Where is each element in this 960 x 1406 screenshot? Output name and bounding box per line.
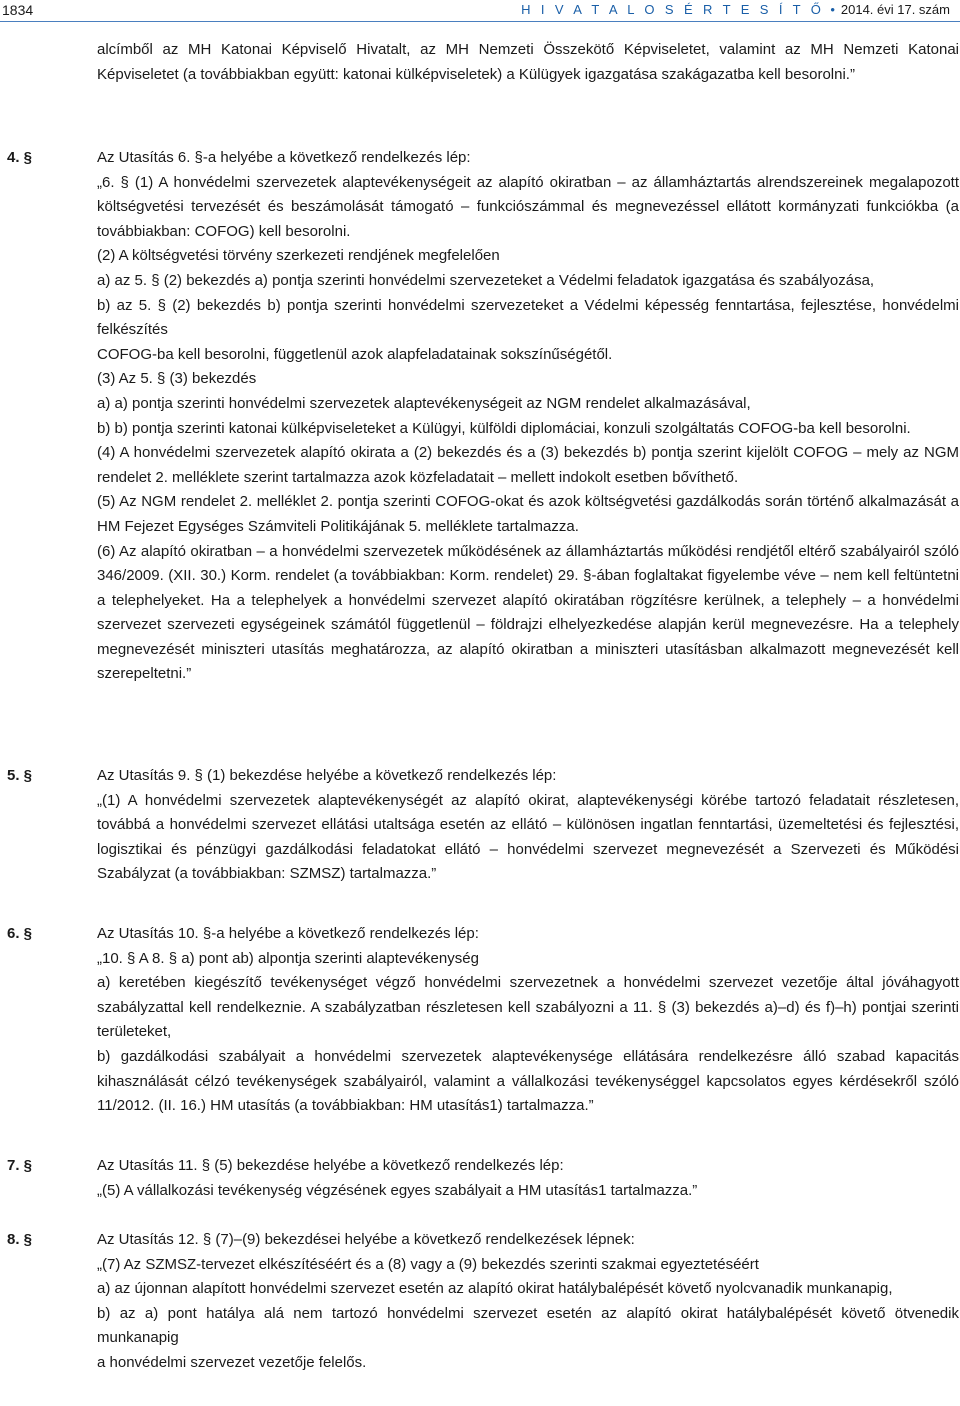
section-6 (97, 922, 959, 1119)
section-4 (97, 146, 959, 687)
section-4-line: a) az 5. § (2) bekezdés a) pontja szerinti honvédelmi szervezeteket a Védelmi feladatok igazgatása és szabályozása, (97, 271, 875, 289)
journal-heading (521, 2, 950, 17)
intro-paragraph (97, 38, 959, 87)
page-header (0, 0, 960, 22)
section-6-line: Az Utasítás 10. §-a helyébe a következő rendelkezés lép: (97, 925, 479, 942)
section-4-line: b) az 5. § (2) bekezdés b) pontja szerinti honvédelmi szervezeteket a Védelmi képesség fenntartása, fejlesztése, honvédelmi felkészítés (97, 296, 959, 339)
section-7-line: „(5) A vállalkozási tevékenység végzésének egyes szabályait a HM utasítás1 tartalmazza.” (97, 1181, 698, 1199)
section-number-5: 5. § (7, 767, 33, 784)
separator-dot: • (830, 2, 835, 17)
issue-label: 2014. évi 17. szám (840, 2, 950, 17)
page-number: 1834 (2, 2, 34, 18)
section-4-line: (6) Az alapító okiratban – a honvédelmi szervezetek működésének az államháztartás működési rendjétől eltérő szabályairól szóló 346/2009. (XII. 30.) Korm. rendelet (a továbbiakban: Korm. rendelet) 29. §-ában foglaltakat figyelembe véve – nem kell feltüntetni a telephelyeket. Ha a telephelyek a honvédelmi szervezet alapító okiratában rögzítésre kerülnek, a telephely – a honvédelmi szervezet szervezeti egységeinek számától függetlenül – földrajzi elhelyezkedése alapján kerül megnevezésre. Ha a telephely megnevezését miniszteri utasítás meghatározza, az alapító okiratban a miniszteri utasításban alkalmazott megnevezését kell szerepeltetni.” (97, 542, 959, 683)
section-8-line: Az Utasítás 12. § (7)–(9) bekezdései helyébe a következő rendelkezések lépnek: (97, 1231, 635, 1248)
section-4-line: b) b) pontja szerinti katonai külképviseleteket a Külügyi, külföldi diplomáciai, konzuli szolgáltatás COFOG-ba kell besorolni. (97, 419, 911, 437)
section-5-line: Az Utasítás 9. § (1) bekezdése helyébe a következő rendelkezés lép: (97, 767, 557, 784)
section-6-line: b) gazdálkodási szabályait a honvédelmi szervezetek alaptevékenysége ellátására rendelkezésre álló szabad kapacitás kihasználását célzó tevékenységek szabályairól, valamint a vállalkozási tevékenységgel kapcsolatos egyes kérdésekről szóló 11/2012. (II. 16.) HM utasítás (a továbbiakban: HM utasítás1) tartalmazza.” (97, 1047, 959, 1115)
section-5-line: „(1) A honvédelmi szervezetek alaptevékenységét az alapító okirat, alaptevékenységi körébe tartozó feladatait részletesen, továbbá a honvédelmi szervezet ellátási utaltsága esetén az ellátó – különösen ingatlan fenntartási, üzemeltetési és fejlesztési, logisztikai és pénzügyi gazdálkodási feladatokat ellátó – honvédelmi szervezet megnevezését a Szervezeti és Működési Szabályzat (a továbbiakban: SZMSZ) tartalmazza.” (97, 791, 959, 883)
section-number-4: 4. § (7, 149, 33, 166)
journal-title: H I V A T A L O S É R T E S Í T Ő (521, 2, 825, 17)
section-4-line: (2) A költségvetési törvény szerkezeti rendjének megfelelően (97, 247, 500, 265)
section-8-line: a honvédelmi szervezet vezetője felelős. (97, 1353, 367, 1371)
header-rule (0, 21, 960, 22)
section-number-7: 7. § (7, 1157, 33, 1174)
section-5 (97, 764, 959, 887)
section-4-line: Az Utasítás 6. §-a helyébe a következő rendelkezés lép: (97, 149, 471, 166)
section-8 (97, 1228, 959, 1376)
section-4-line: (5) Az NGM rendelet 2. melléklet 2. pontja szerinti COFOG-okat és azok költségvetési gazdálkodás során történő alkalmazását a HM Fejezet Egységes Számviteli Politikájának 5. melléklete tartalmazza. (97, 493, 959, 535)
section-4-line: a) a) pontja szerinti honvédelmi szervezetek alaptevékenységeit az NGM rendelet alkalmazásával, (97, 394, 751, 412)
section-7-line: Az Utasítás 11. § (5) bekezdése helyébe a következő rendelkezés lép: (97, 1157, 564, 1174)
intro-text: alcímből az MH Katonai Képviselő Hivatalt, az MH Nemzeti Összekötő Képviseletet, valamint az MH Nemzeti Katonai Képviseletet (a továbbiakban együtt: katonai külképviseletek) a Külügyek igazgatása szakágazatba kell besorolni.” (97, 41, 959, 83)
section-6-line: „10. § A 8. § a) pont ab) alpontja szerinti alaptevékenység (97, 949, 479, 967)
section-7 (97, 1154, 959, 1203)
section-4-line: COFOG-ba kell besorolni, függetlenül azok alapfeladatainak sokszínűségétől. (97, 345, 613, 363)
section-8-line: b) az a) pont hatálya alá nem tartozó honvédelmi szervezet esetén az alapító okirat hatálybalépését követő ötvenedik munkanapig (97, 1304, 959, 1347)
section-6-line: a) keretében kiegészítő tevékenységet végző honvédelmi szervezetnek a honvédelmi szervezet vezetője által jóváhagyott szabályzattal kell rendelkeznie. A szabályzatban részletesen kell szabályozni a 11. § (3) bekezdés a)–d) és f)–h) pontjai szerinti területeket, (97, 974, 959, 1041)
section-4-line: (3) Az 5. § (3) bekezdés (97, 370, 257, 388)
section-4-line: (4) A honvédelmi szervezetek alapító okirata a (2) bekezdés és a (3) bekezdés b) pontja szerint kijelölt COFOG – mely az NGM rendelet 2. melléklete szerint tartalmazza azok közfeladatait – mellett indokolt esetben bővíthető. (97, 444, 959, 486)
section-8-line: „(7) Az SZMSZ-tervezet elkészítéséért és a (8) vagy a (9) bekezdés szerinti szakmai egyeztetéséért (97, 1255, 759, 1273)
section-8-line: a) az újonnan alapított honvédelmi szervezet esetén az alapító okirat hatálybalépését követő nyolcvanadik munkanapig, (97, 1280, 893, 1298)
section-number-8: 8. § (7, 1231, 33, 1248)
section-number-6: 6. § (7, 925, 33, 942)
section-4-line: „6. § (1) A honvédelmi szervezetek alaptevékenységeit az alapító okiratban – az államháztartás alrendszereinek megalapozott költségvetési tervezését és beszámolását támogató – funkciószámmal és megnevezéssel ellátott kormányzati funkciókba (a továbbiakban: COFOG) kell besorolni. (97, 173, 959, 240)
